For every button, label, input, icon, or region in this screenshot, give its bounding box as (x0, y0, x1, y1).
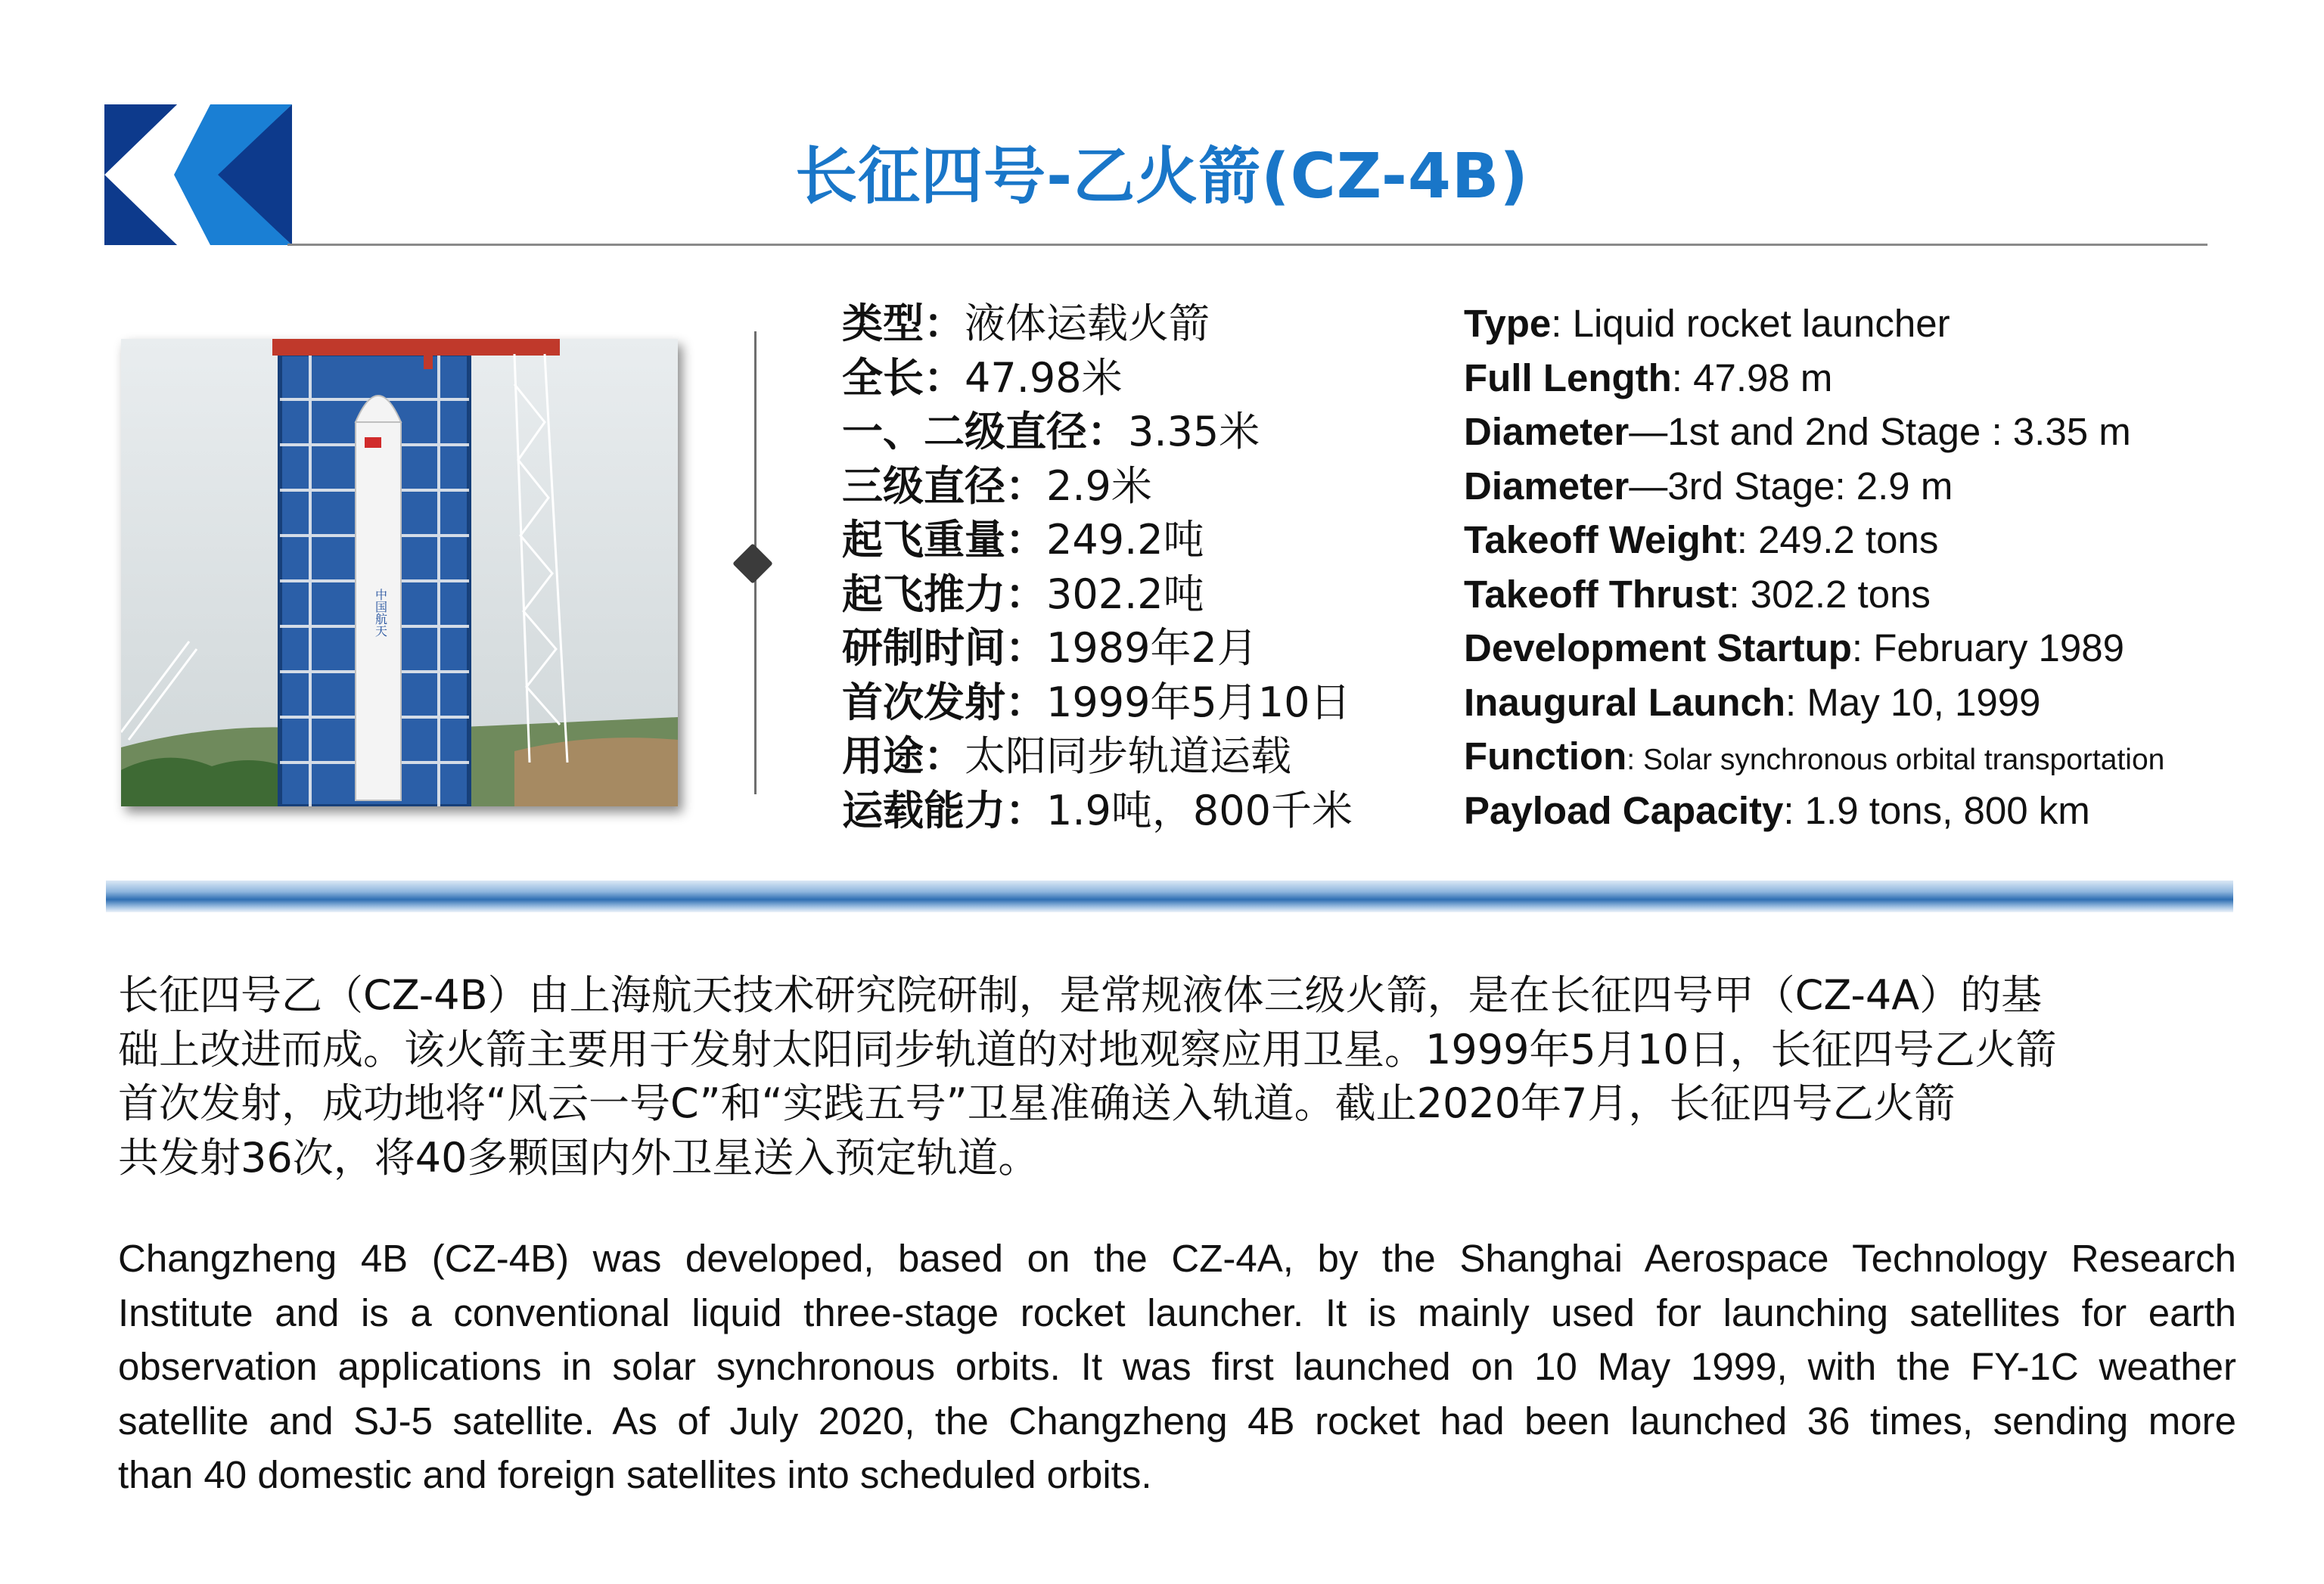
spec-en-key: Diameter (1464, 464, 1630, 508)
description-en-line: observation applications in solar synchronous orbits. It was first launched on 10 May 1999, with the FY-1C weather (118, 1345, 2236, 1388)
spec-en-value: : 1.9 tons, 800 km (1783, 788, 2090, 832)
description-en-line: Changzheng 4B (CZ-4B) was developed, based on the CZ-4A, by the Shanghai Aerospace Technology Research (118, 1237, 2236, 1280)
spec-en-value: —3rd Stage: 2.9 m (1629, 464, 1953, 508)
spec-cn-row (842, 729, 1353, 784)
rocket-label: 中国航天 (373, 589, 388, 637)
spec-en-row (1464, 621, 2164, 676)
spec-cn-row (842, 297, 1353, 351)
spec-cn-value: 47.98米 (965, 353, 1123, 402)
spec-en-value: : Solar synchronous orbital transportation (1626, 744, 2165, 776)
spec-cn-key: 运载能力： (842, 786, 1046, 834)
section-divider-band (106, 881, 2233, 912)
page-title: 长征四号-乙火箭(CZ-4B) (795, 141, 1529, 213)
spec-en-value: : Liquid rocket launcher (1551, 302, 1950, 345)
spec-en-key: Takeoff Weight (1464, 518, 1737, 561)
diamond-icon (732, 543, 773, 584)
spec-cn-value: 1.9吨，800千米 (1046, 786, 1353, 834)
spec-en-key: Diameter (1464, 410, 1630, 453)
description-cn-line: 长征四号乙（CZ-4B）由上海航天技术研究院研制，是常规液体三级火箭，是在长征四号甲（CZ-4A）的基 (118, 971, 2043, 1019)
spec-cn-row (842, 784, 1353, 838)
spec-en-key: Function (1464, 735, 1627, 778)
description-en-line: than 40 domestic and foreign satellites into scheduled orbits. (118, 1453, 1152, 1496)
spec-en-row (1464, 676, 2164, 730)
description-en (118, 1231, 2236, 1502)
spec-en-row (1464, 459, 2164, 514)
spec-cn-row (842, 459, 1353, 514)
spec-en-row (1464, 513, 2164, 567)
spec-en-value: : 249.2 tons (1736, 518, 1939, 561)
rocket-photo (121, 339, 678, 806)
description-cn-line: 首次发射，成功地将“风云一号C”和“实践五号”卫星准确送入轨道。截止2020年7月，长征四号乙火箭 (118, 1079, 1956, 1127)
spec-en-row (1464, 405, 2164, 459)
spec-cn-key: 起飞重量： (842, 516, 1046, 564)
spec-cn-key: 全长： (842, 353, 965, 402)
spec-cn-key: 用途： (842, 732, 965, 780)
spec-en-key: Full Length (1464, 356, 1672, 399)
spec-cn-row (842, 513, 1353, 567)
spec-en-row (1464, 729, 2164, 784)
spec-cn-row (842, 567, 1353, 622)
spec-cn-value: 2.9米 (1046, 461, 1152, 510)
spec-cn-key: 起飞推力： (842, 570, 1046, 618)
spec-cn-value: 249.2吨 (1046, 516, 1204, 564)
spec-en-value: —1st and 2nd Stage : 3.35 m (1629, 410, 2131, 453)
spec-en-key: Inaugural Launch (1464, 680, 1786, 724)
spec-list-cn (842, 297, 1353, 837)
description-en-line: Institute and is a conventional liquid three-stage rocket launcher. It is mainly used for launching satellites for earth (118, 1290, 2236, 1334)
description-cn-line: 共发射36次，将40多颗国内外卫星送入预定轨道。 (118, 1133, 1039, 1182)
spec-en-row (1464, 351, 2164, 405)
description-en-line: satellite and SJ-5 satellite. As of July 2020, the Changzheng 4B rocket had been launched 36 times, sending more (118, 1399, 2236, 1443)
spec-cn-row (842, 621, 1353, 676)
spec-en-row (1464, 567, 2164, 622)
spec-list-en (1464, 297, 2164, 837)
spec-cn-value: 液体运载火箭 (965, 300, 1210, 347)
spec-cn-row (842, 405, 1353, 459)
spec-cn-key: 研制时间： (842, 624, 1046, 672)
spec-cn-value: 3.35米 (1128, 408, 1260, 455)
spec-cn-value: 1989年2月 (1046, 624, 1258, 672)
spec-cn-value: 302.2吨 (1046, 570, 1204, 618)
spec-en-value: : 302.2 tons (1729, 572, 1931, 616)
spec-cn-key: 一、二级直径： (842, 408, 1128, 455)
spec-en-row (1464, 784, 2164, 838)
spec-cn-key: 类型： (842, 300, 965, 347)
spec-en-value: : 47.98 m (1671, 356, 1833, 399)
spec-cn-value: 1999年5月10日 (1046, 678, 1351, 726)
spec-en-value: : February 1989 (1851, 626, 2124, 669)
spec-en-key: Takeoff Thrust (1464, 572, 1729, 616)
spec-en-key: Payload Capacity (1464, 788, 1784, 832)
spec-cn-key: 三级直径： (842, 461, 1046, 510)
spec-cn-row (842, 351, 1353, 405)
spec-en-row (1464, 297, 2164, 351)
spec-en-value: : May 10, 1999 (1785, 680, 2041, 724)
spec-en-key: Type (1464, 302, 1552, 345)
spec-cn-row (842, 676, 1353, 730)
description-cn-line: 础上改进而成。该火箭主要用于发射太阳同步轨道的对地观察应用卫星。1999年5月10日，长征四号乙火箭 (118, 1025, 2057, 1073)
spec-cn-value: 太阳同步轨道运载 (965, 732, 1291, 780)
description-cn (118, 968, 2233, 1185)
spec-en-key: Development Startup (1464, 626, 1852, 669)
spec-cn-key: 首次发射： (842, 678, 1046, 726)
title-divider (287, 244, 2207, 246)
